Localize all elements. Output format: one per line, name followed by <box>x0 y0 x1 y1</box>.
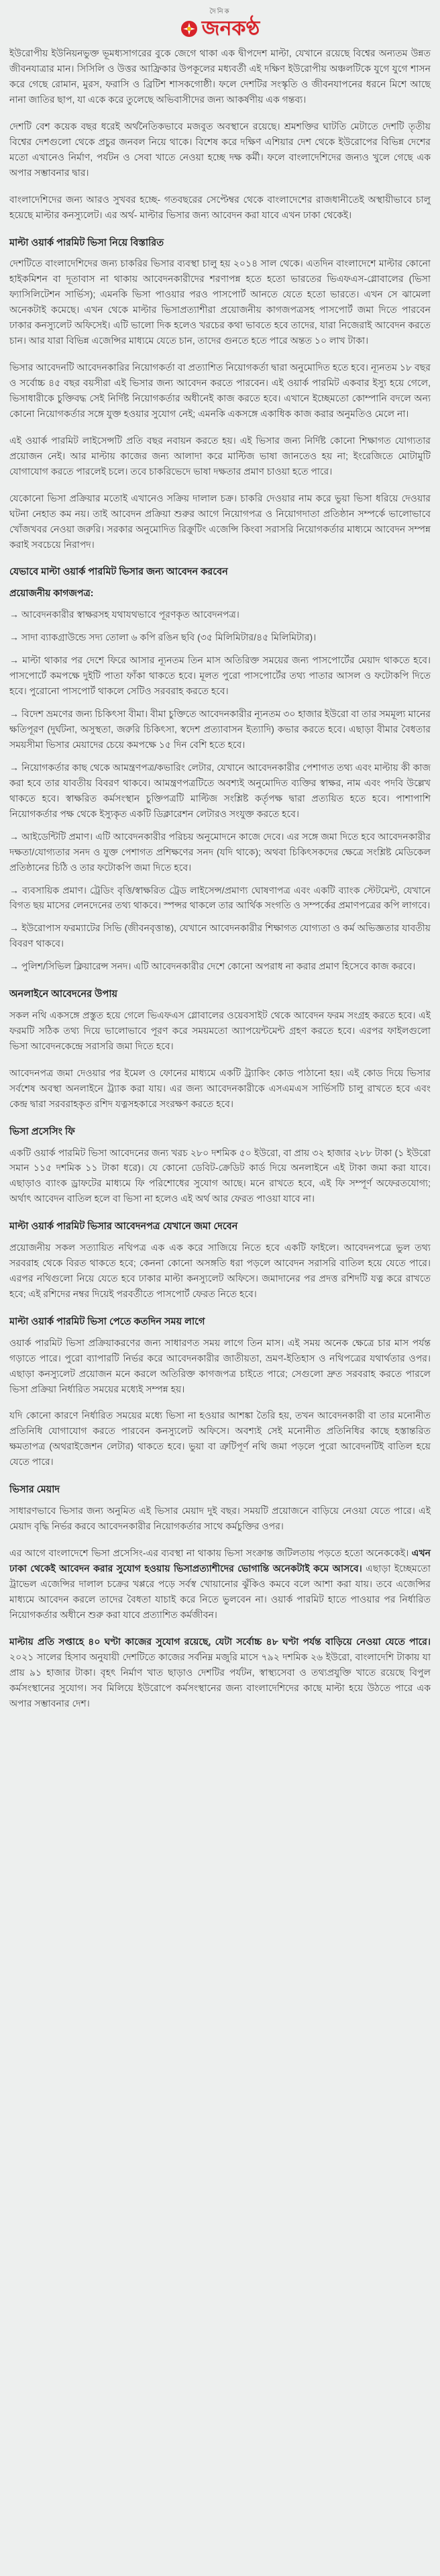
intro-paragraph-2: দেশটি বেশ কয়েক বছর ধরেই অর্থনৈতিকভাবে মজবুত অবস্থানে রয়েছে। শ্রমশক্তির ঘাটতি মেটাতে দেশটি তৃতীয় বিশ্বের দেশগুলো থেকে প্রচুর জনবল নিয়ে থাকে। বিশেষ করে দক্ষিণ এশিয়ার দেশ থেকে ইউরোপের বিভিন্ন দেশের মতো এখানেও নির্মাণ, পর্যটন ও সেবা খাতে নেওয়া হচ্ছে দক্ষ কর্মী। ফলে বাংলাদেশিদের জন্যও খুলে গেছে এক অপার সম্ভাবনার দ্বার। <box>9 120 431 178</box>
document-list-item: → পুলিশ/সিভিল ক্লিয়ারেন্স সনদ। এটি আবেদনকারীর দেশে কোনো অপরাধ না করার প্রমাণ হিসেবে কাজ করবে। <box>9 961 416 972</box>
validity-paragraph-2-text: এর আগে বাংলাদেশে ভিসা প্রসেসিং-এর ব্যবস্থা না থাকায় ভিসা সংক্রান্ত জটিলতায় পড়তে হতো অনেককেই। <box>9 1547 412 1558</box>
heading-online-application: অনলাইনে আবেদনের উপায় <box>9 989 118 1000</box>
document-list-item: → সাদা ব্যাকগ্রাউন্ডে সদ্য তোলা ৬ কপি রঙিন ছবি (৩৫ মিলিমিটার/৪৫ মিলিমিটার)। <box>9 632 317 643</box>
article-body <box>9 46 431 1711</box>
details-paragraph-4: যেকোনো ভিসা প্রক্রিয়ার মতোই এখানেও সক্রিয় দালাল চক্র। চাকরি দেওয়ার নাম করে ভুয়া ভিসা ধরিয়ে দেওয়ার ঘটনা নেহাত কম নয়। তাই আবেদন প্রক্রিয়া শুরুর আগে নিয়োগপত্র ও নিয়োগদাতা প্রতিষ্ঠান সম্পর্কে ভালোভাবে খোঁজখবর নেওয়া জরুরি। সরকার অনুমোদিত রিক্রুটিং এজেন্সি কিংবা সরাসরি নিয়োগকর্তার মাধ্যমে আবেদন সম্পন্ন করাই সবচেয়ে নিরাপদ। <box>9 492 431 550</box>
closing-paragraph <box>9 1634 431 1711</box>
fee-paragraph: একটি ওয়ার্ক পারমিট ভিসা আবেদনের জন্য খরচ ২৮০ দশমিক ৫০ ইউরো, বা প্রায় ৩২ হাজার ২৮৮ টাকা (১ ইউরো সমান ১১৫ দশমিক ১১ টাকা ধরে)। যে কোনো ডেবিট-ক্রেডিট কার্ড দিয়ে অনলাইনে এই টাকা জমা করা যাবে। এছাড়াও ব্যাংক ড্রাফটের মাধ্যমে ফি পরিশোধের সুযোগ আছে। মনে রাখতে হবে, এই ফি সম্পূর্ণ অফেরতযোগ্য; অর্থাৎ আবেদন বাতিল হলে বা ভিসা না হলেও এই অর্থ আর ফেরত পাওয়া যাবে না। <box>9 1147 431 1204</box>
document-list-item: → আইডেন্টিটি প্রমাণ। এটি আবেদনকারীর পরিচয় অনুমোদনে কাজে দেবে। এর সঙ্গে জমা দিতে হবে আবেদনকারীর দক্ষতা/যোগ্যতার সনদ ও যুক্ত পেশাগত প্রশিক্ষণের সনদ (যদি থাকে); অথবা চিকিৎসকদের ক্ষেত্রে সংশ্লিষ্ট মেডিকেল প্রতিষ্ঠানের চিঠি ও তার ফটোকপি জমা দিতে হবে। <box>9 830 431 873</box>
time-paragraph-2: যদি কোনো কারণে নির্ধারিত সময়ের মধ্যে ভিসা না হওয়ার আশঙ্কা তৈরি হয়, তখন আবেদনকারী বা তার মনোনীত প্রতিনিধি যোগাযোগ করতে পারবেন কনস্যুলেট অফিসে। অবশ্যই সেই মনোনীত প্রতিনিধির কাছে হস্তান্তরিত ক্ষমতাপত্র (অথরাইজেশন লেটার) থাকতে হবে। ভুয়া বা ত্রুটিপূর্ণ নথি জমা পড়লে পুরো আবেদনটিই বাতিল হয়ে যেতে পারে। <box>9 1410 431 1468</box>
closing-paragraph-bold-text: মাল্টায় প্রতি সপ্তাহে ৪০ ঘণ্টা কাজের সুযোগ রয়েছে, যেটা সর্বোচ্চ ৪৮ ঘণ্টা পর্যন্ত বাড়িয়ে নেওয়া যেতে পারে। <box>9 1635 431 1647</box>
validity-paragraph-1: সাধারণভাবে ভিসার জন্য অনুমিত এই ভিসার মেয়াদ দুই বছর। সময়টি প্রয়োজনে বাড়িয়ে নেওয়া যেতে পারে। এই মেয়াদ বৃদ্ধি নির্ভর করবে আবেদনকারীর নিয়োগকর্তার সাথে কর্মচুক্তির ওপর। <box>9 1505 431 1531</box>
heading-where-to-submit: মাল্টা ওয়ার্ক পারমিট ভিসার আবেদনপত্র যেখানে জমা দেবেন <box>9 1221 238 1233</box>
validity-paragraph-2 <box>9 1545 431 1623</box>
newspaper-title: জনকণ্ঠ <box>201 17 260 40</box>
time-paragraph-1: ওয়ার্ক পারমিট ভিসা প্রক্রিয়াকরণের জন্য সাধারণত সময় লাগে তিন মাস। এই সময় অনেক ক্ষেত্রে চার মাস পর্যন্ত গড়াতে পারে। পুরো ব্যাপারটি নির্ভর করে আবেদনকারীর জাতীয়তা, ভ্রমণ-ইতিহাস ও নথিপত্রের যথার্থতার ওপর। এছাড়া কনস্যুলেট প্রয়োজন মনে করলে অতিরিক্ত কাগজপত্র চাইতে পারে; সেগুলো দ্রুত সরবরাহ করতে পারলে ভিসা প্রক্রিয়া নির্ধারিত সময়ের মধ্যেই সম্পন্ন হয়। <box>9 1337 431 1394</box>
masthead-prefix: দৈনিক <box>209 8 231 15</box>
heading-processing-time: মাল্টা ওয়ার্ক পারমিট ভিসা পেতে কতদিন সময় লাগে <box>9 1316 205 1327</box>
online-paragraph-1: সকল নথি একসঙ্গে প্রস্তুত হয়ে গেলে ভিএফএস গ্লোবালের ওয়েবসাইট থেকে আবেদন ফরম সংগ্রহ করতে হবে। এই ফরমটি সঠিক তথ্য দিয়ে ভালোভাবে পূরণ করে সময়মতো অ্যাপয়েন্টমেন্ট গ্রহণ করতে হবে। এরপর ফাইলগুলো ভিসা আবেদনকেন্দ্রে সরাসরি জমা দিতে হবে। <box>9 1010 431 1051</box>
masthead <box>9 5 431 46</box>
intro-paragraph-3: বাংলাদেশিদের জন্য আরও সুখবর হচ্ছে- গতবছরের সেপ্টেম্বর থেকে বাংলাদেশের রাজধানীতেই অস্থায়ীভাবে চালু হয়েছে মাল্টার কনস্যুলেট। এর অর্থ- মাল্টার ভিসার জন্য আবেদন করা যাবে এখন ঢাকা থেকেই। <box>9 193 431 220</box>
newspaper-emblem-icon <box>180 20 198 38</box>
online-paragraph-2: আবেদনপত্র জমা দেওয়ার পর ইমেল ও ফোনের মাধ্যমে একটি ট্র্যাকিং কোড পাঠানো হয়। এই কোড দিয়ে ভিসার সর্বশেষ অবস্থা অনলাইনে ট্র্যাক করা যায়। এর জন্য আবেদনকারীকে এসএমএস সার্ভিসটি চালু রাখতে হবে এবং কেন্দ্র দ্বারা সরবরাহকৃত রশিদ যত্নসহকারে সংরক্ষণ করতে হবে। <box>9 1067 431 1109</box>
document-list-item: → আবেদনকারীর স্বাক্ষরসহ যথাযথভাবে পূরণকৃত আবেদনপত্র। <box>9 609 239 620</box>
document-list-item: → মাল্টা থাকার পর দেশে ফিরে আসার ন্যূনতম তিন মাস অতিরিক্ত সময়ের জন্য পাসপোর্টের মেয়াদ থাকতে হবে। পাসপোর্টে কমপক্ষে দুইটি পাতা ফাঁকা থাকতে হবে। মূলত পুরো পাসপোর্টের তথ্য পাতার আসল ও ফটোকপি দিতে হবে। পুরোনো পাসপোর্ট থাকলে সেটিও সরবরাহ করতে হবে। <box>9 655 431 697</box>
validity-paragraph-2-text: এছাড়া ইচ্ছেমতো ট্রাভেল এজেন্সির দালাল চক্রের খপ্পরে পড়ে সর্বস্ব খোয়ানোর ঝুঁকিও কমবে বলে আশা করা যায়। তবে এজেন্সির মাধ্যমে আবেদন করলে তাদের বৈধতা যাচাই করে নিতে ভুলবেন না। ওয়ার্ক পারমিট হাতে পাওয়ার পর নির্ধারিত নিয়োগকর্তার অধীনে শুরু করা যাবে প্রত্যাশিত কর্মজীবন। <box>9 1562 431 1620</box>
document-list-item: → ইউরোপাস ফরম্যাটের সিভি (জীবনবৃত্তান্ত), যেখানে আবেদনকারীর শিক্ষাগত যোগ্যতা ও কর্ম অভিজ্ঞতার যাবতীয় বিবরণ থাকবে। <box>9 922 431 949</box>
required-documents-label: প্রয়োজনীয় কাগজপত্র: <box>9 587 94 599</box>
document-list-item: → নিয়োগকর্তার কাছ থেকে আমন্ত্রণপত্র/কভারিং লেটার, যেখানে আবেদনকারীর পেশাগত তথ্য এবং মাল্টায় কী কাজ করা হবে তার যাবতীয় বিবরণ থাকবে। আমন্ত্রণপত্রটিতে অবশ্যই অনুমোদিত ব্যক্তির স্বাক্ষর, নাম এবং পদবি উল্লেখ থাকতে হবে। স্বাক্ষরিত কর্মসংস্থান চুক্তিপত্রটি মাল্টিজ সংশ্লিষ্ট কর্তৃপক্ষ দ্বারা প্রত্যয়িত হতে হবে। পাশাপাশি নিয়োগকর্তার পক্ষ থেকে ইস্যুকৃত একটি ডিক্লারেশন লেটারও সংযুক্ত করতে হবে। <box>9 761 431 819</box>
validity-paragraph-2-bold-text: এখন ঢাকা থেকেই আবেদন করার সুযোগ হওয়ায় ভিসাপ্রত্যাশীদের ভোগান্তি অনেকটাই কমে আসবে। <box>9 1547 431 1574</box>
heading-visa-details: মাল্টা ওয়ার্ক পারমিট ভিসা নিয়ে বিস্তারিত <box>9 237 164 248</box>
document-list-item: → ব্যবসায়িক প্রমাণ। ট্রেডিং বৃত্তি/স্বাক্ষরিত ট্রেড লাইসেন্স/প্রমাণ্য ঘোষণাপত্র এবং একটি ব্যাংক স্টেটমেন্ট, যেখানে বিগত ছয় মাসের লেনদেনের তথ্য থাকবে। স্পন্সর থাকলে তার আর্থিক সংগতি ও সম্পর্কের প্রমাণপত্রের কপি লাগবে। <box>9 884 431 911</box>
heading-processing-fee: ভিসা প্রসেসিং ফি <box>9 1126 75 1137</box>
document-list-item: → বিদেশ ভ্রমণের জন্য চিকিৎসা বীমা। বীমা চুক্তিতে আবেদনকারীর ন্যূনতম ৩০ হাজার ইউরো বা তার সমমূল্য মানের ক্ষতিপূরণ (দুর্ঘটনা, অসুস্থতা, জরুরি চিকিৎসা, স্বদেশ প্রত্যাবাসন ইত্যাদি) কভার করতে হবে। এছাড়া বীমার বৈধতার সময়সীমা ভিসার মেয়াদের চেয়ে কমপক্ষে ১৫ দিন বেশি হতে হবে। <box>9 708 431 750</box>
heading-visa-validity: ভিসার মেয়াদ <box>9 1484 60 1496</box>
details-paragraph-2: ভিসার আবেদনটি আবেদনকারির নিয়োগকর্তা বা প্রত্যাশিত নিয়োগকর্তা দ্বারা অনুমোদিত হতে হবে। ন্যূনতম ১৮ বছর ও সর্বোচ্চ ৪৫ বছর বয়সীরা এই ভিসার জন্য আবেদন করতে পারবেন। এই ওয়ার্ক পারমিট একবার ইস্যু হয়ে গেলে, ভিসাধারীকে চুক্তিবদ্ধ সেই নির্দিষ্ট নিয়োগকর্তার অধীনেই কাজ করতে হবে। এখানে ইচ্ছেমতো কোম্পানি বদলে অন্য কোনো নিয়োগকর্তার সঙ্গে যুক্ত হওয়ার সুযোগ নেই; এমনকি একসঙ্গে একাধিক কাজ করার অনুমতিও মেলে না। <box>9 362 431 419</box>
newspaper-logo[interactable] <box>180 19 260 39</box>
heading-how-to-apply: যেভাবে মাল্টা ওয়ার্ক পারমিট ভিসার জন্য আবেদন করবেন <box>9 567 228 578</box>
submit-paragraph: প্রয়োজনীয় সকল সত্যায়িত নথিপত্র এক এক করে সাজিয়ে নিতে হবে একটি ফাইলে। আবেদনপত্রে ভুল তথ্য সরবরাহ থেকে বিরত থাকতে হবে; কেননা কোনো অসঙ্গতি ধরা পড়লে আবেদন সরাসরি বাতিল হয়ে যেতে পারে। এরপর নথিগুলো নিয়ে যেতে হবে ঢাকার মাল্টা কনস্যুলেট অফিসে। জমাদানের পর প্রদত্ত রশিদটি যত্ন করে রাখতে হবে; এই রশিদের নম্বর দিয়েই পরবর্তীতে পাসপোর্ট ফেরত নিতে হবে। <box>9 1242 431 1299</box>
closing-paragraph-text: ২০২১ সালের হিসাব অনুযায়ী দেশটিতে কাজের সর্বনিম্ন মজুরি মাসে ৭৯২ দশমিক ২৬ ইউরো, বাংলাদেশি টাকায় যা প্রায় ৯১ হাজার টাকা। বৃহৎ নির্মাণ খাত ছাড়াও দেশটির পর্যটন, স্বাস্থ্যসেবা ও তথ্যপ্রযুক্তি খাতে রয়েছে বিপুল কর্মসংস্থানের সুযোগ। সব মিলিয়ে ইউরোপে কর্মসংস্থানের জন্য বাংলাদেশিদের কাছে মাল্টা হয়ে উঠতে পারে এক অপার সম্ভাবনার দেশ। <box>9 1651 431 1709</box>
details-paragraph-1: দেশটিতে বাংলাদেশিদের জন্য চাকরির ভিসার ব্যবস্থা চালু হয় ২০১৪ সাল থেকে। এতদিন বাংলাদেশে মাল্টার কোনো হাইকমিশন বা দূতাবাস না থাকায় আবেদনকারীদের শরণাপন্ন হতে হতো ভারতের ভিএফএস-গ্লোবালের (ভিসা ফ্যাসিলিটেশন সার্ভিস); এমনকি ভিসা পাওয়ার পরও পাসপোর্ট আনতে যেতে হতো ভারতে। এখন সে ঝামেলা অনেকটাই কমেছে। এখন থেকে মাল্টার ভিসাপ্রত্যাশীরা প্রয়োজনীয় কাগজপত্রসহ পাসপোর্ট জমা দিতে পারবেন ঢাকার কনস্যুলেট অফিসেই। এটি ভালো দিক হলেও খরচের কথা ভাবতে হবে তাদের, যারা নিজেরাই আবেদন করতে চান। আর যারা বিভিন্ন এজেন্সির মাধ্যমে যেতে চান, তাদের গুনতে হতে পারে অন্তত ১০ লাখ টাকা। <box>9 258 431 346</box>
details-paragraph-3: এই ওয়ার্ক পারমিট লাইসেন্সটি প্রতি বছর নবায়ন করতে হয়। এই ভিসার জন্য নির্দিষ্ট কোনো শিক্ষাগত যোগ্যতার প্রয়োজন নেই। আর মাল্টায় কাজের জন্য আলাদা করে মাল্টিজ ভাষা জানতেও হয় না; ইংরেজিতে মোটামুটি যোগাযোগ করতে পারলেই চলে। তবে চাকরিভেদে ভাষা দক্ষতার প্রমাণ চাওয়া হতে পারে। <box>9 434 431 477</box>
intro-paragraph-1: ইউরোপীয় ইউনিয়নভুক্ত ভূমধ্যসাগরের বুকে জেগে থাকা এক দ্বীপদেশ মাল্টা, যেখানে রয়েছে বিশ্বের অন্যতম উন্নত জীবনযাত্রার মান। সিসিলি ও উত্তর আফ্রিকার উপকূলের মধ্যবর্তী এই দক্ষিণ ইউরোপীয় অঞ্চলটিকে যুগে যুগে শাসন করে গেছে রোমান, মুরস, ফরাসি ও ব্রিটিশ শাসকগোষ্ঠী। ফলে দেশটির সংস্কৃতি ও জীবনযাপনের ধরনে মিশে আছে নানা জাতির ছাপ, যা একে করে তুলেছে অভিবাসীদের জন্য আকর্ষণীয় এক গন্তব্য। <box>9 48 431 105</box>
